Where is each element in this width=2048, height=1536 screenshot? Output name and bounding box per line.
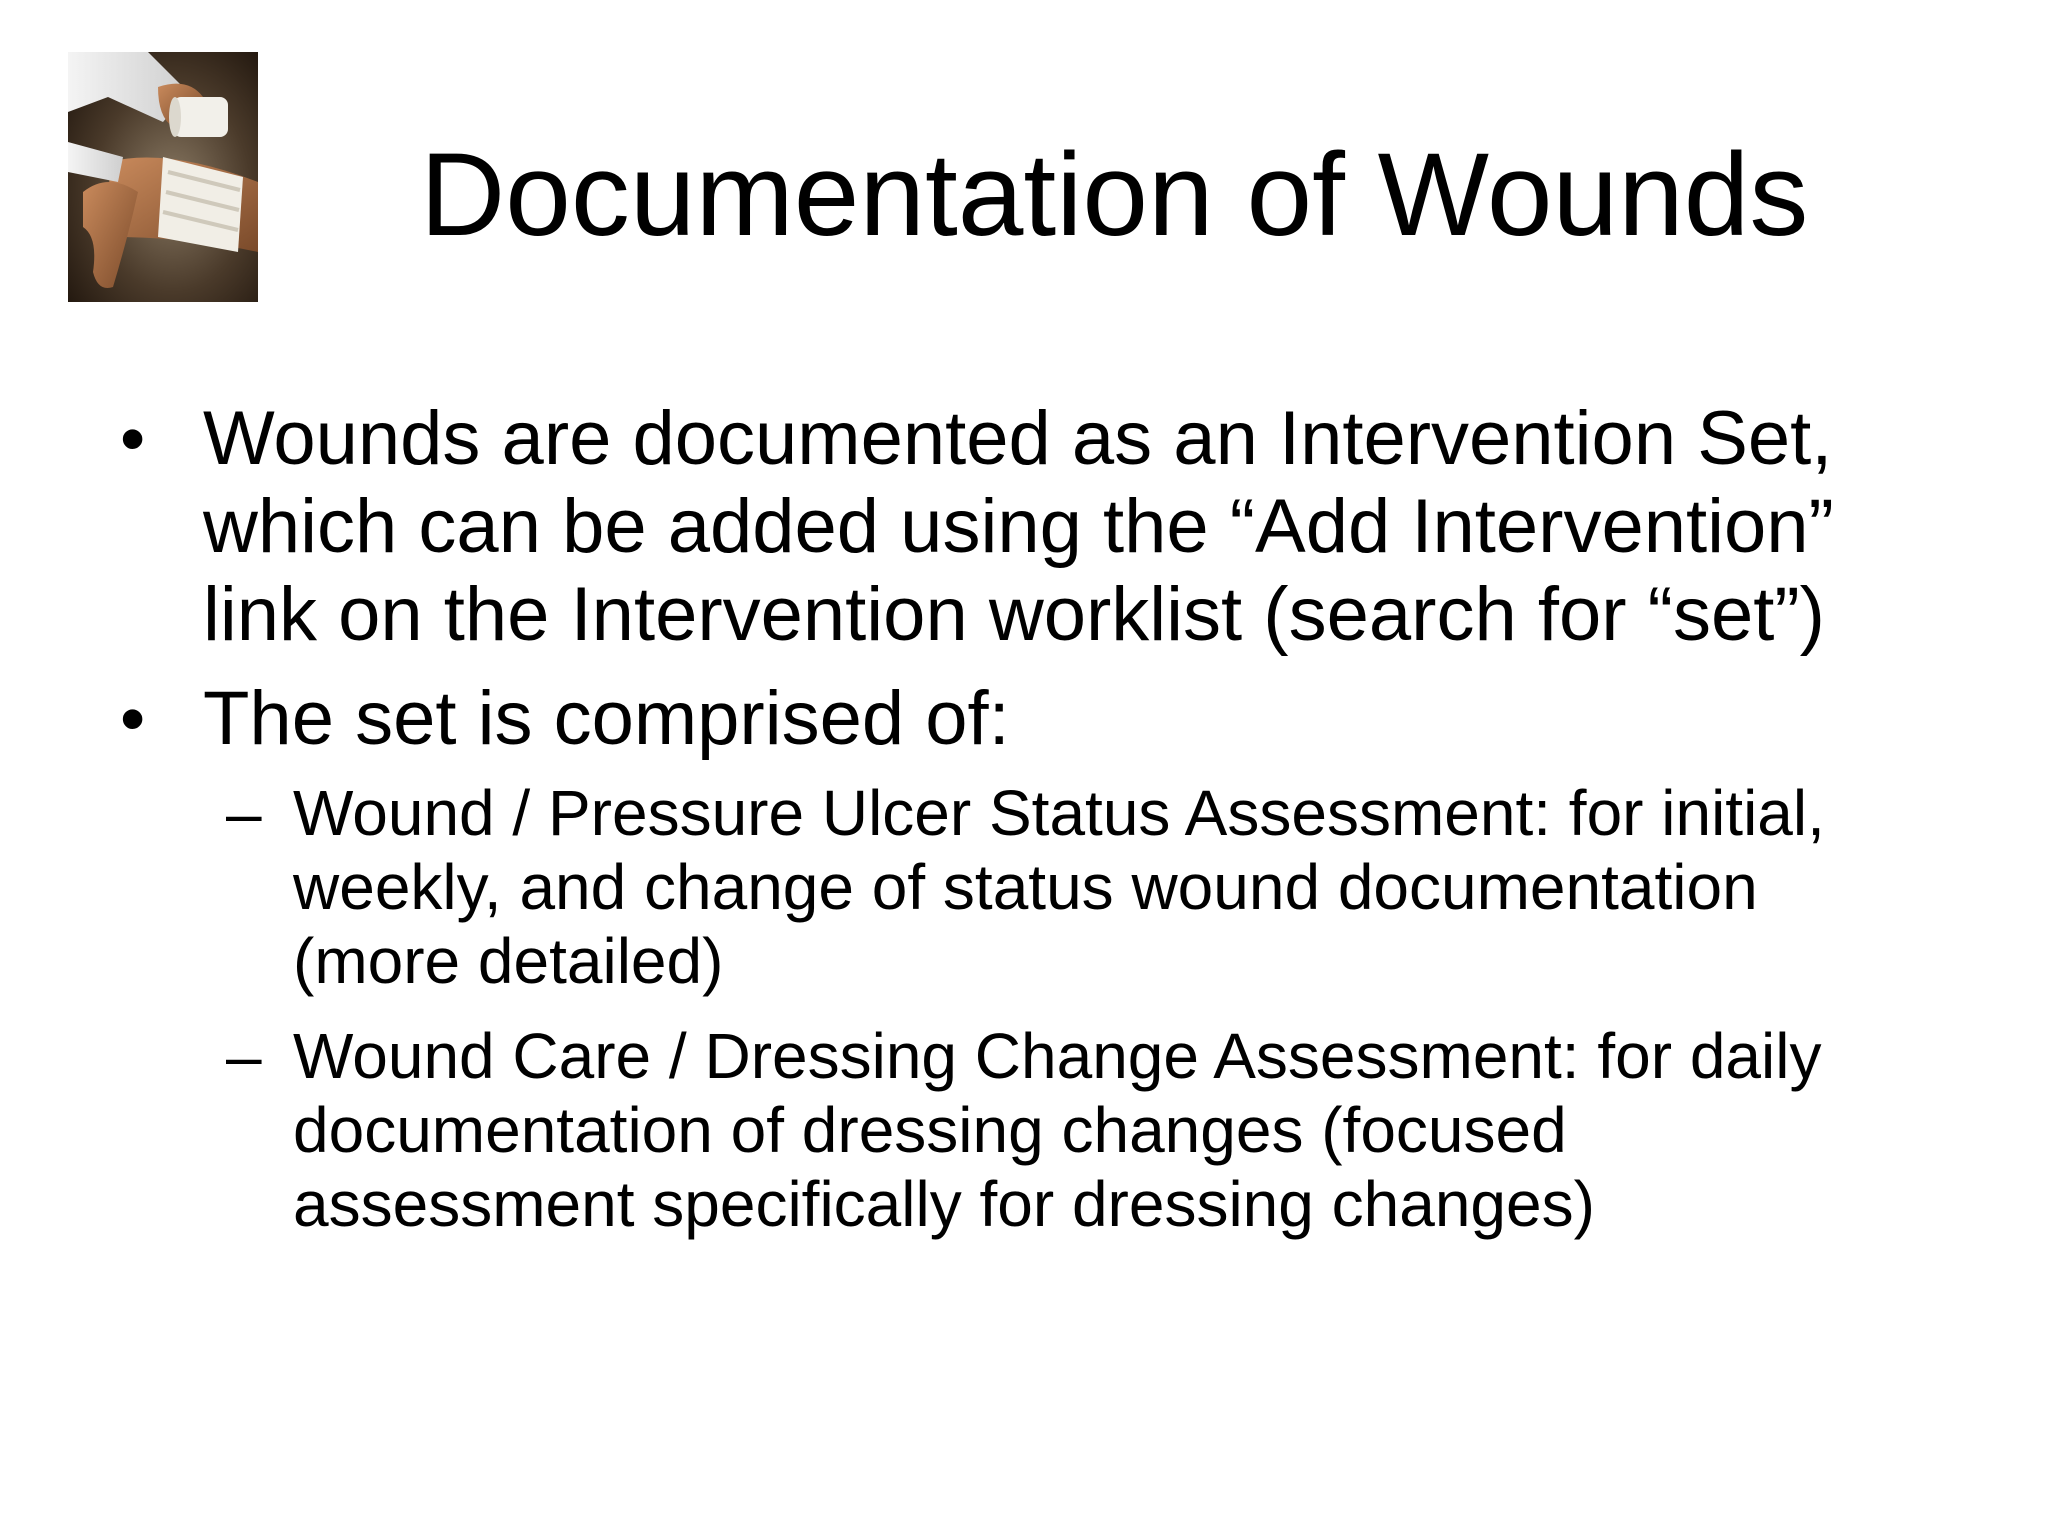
sub-bullet-text: Wound Care / Dressing Change Assessment: for daily documentation of dressing changes (focused assessment specifically for dressing changes) bbox=[293, 1020, 1822, 1240]
sub-bullet-text: Wound / Pressure Ulcer Status Assessment: for initial, weekly, and change of status wound documentation (more detailed) bbox=[293, 777, 1825, 997]
bullet-text: The set is comprised of: bbox=[203, 676, 1010, 761]
sub-bullet-marker: – bbox=[226, 777, 262, 849]
bullet-marker: • bbox=[120, 399, 146, 479]
sub-bullet-marker: – bbox=[226, 1020, 262, 1092]
bullet-text: Wounds are documented as an Intervention Set, which can be added using the “Add Intervention” link on the Intervention worklist (search for “set”) bbox=[203, 396, 1834, 657]
bullet-marker: • bbox=[120, 679, 146, 759]
slide-title: Documentation of Wounds bbox=[420, 129, 1809, 261]
